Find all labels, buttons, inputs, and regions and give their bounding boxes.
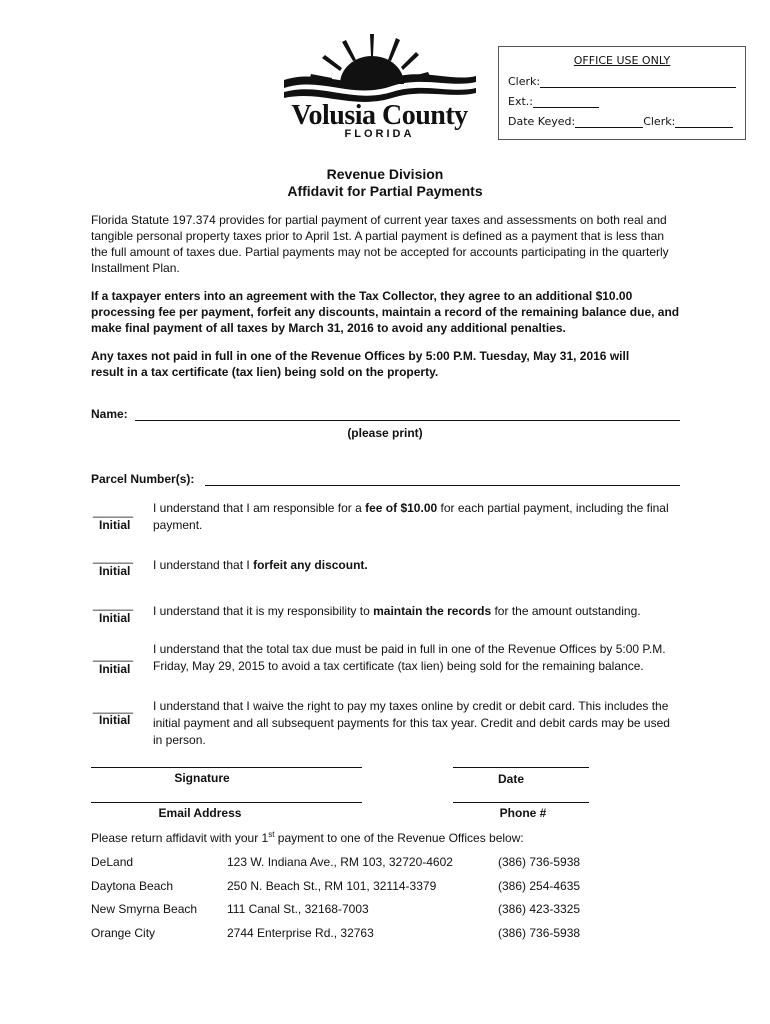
office-clerk2-line [675,116,733,128]
acknowledgement-text [153,603,673,620]
office-date-keyed-label: Date Keyed: [508,115,576,128]
name-label: Name: [91,407,128,421]
sun-logo-icon [282,30,477,105]
acknowledgement-text-part: for each partial payment, including the final payment. [153,501,669,532]
parcel-label: Parcel Number(s): [91,472,195,486]
intro-paragraph: Florida Statute 197.374 provides for partial payment of current year taxes and assessments on both real and tangible personal property taxes prior to April 1st. A partial payment is defined as a payment that is less than the full amount of taxes due. Partial payments may not be accepted for accounts participating in the quarterly Installment Plan. [91,213,669,275]
email-label: Email Address [158,806,242,820]
return-note-text: Please return affidavit with your 1 [91,831,269,845]
name-input-line[interactable] [135,420,680,421]
acknowledgement-text [153,641,673,675]
initial-blank-line[interactable]: ______ [93,597,134,611]
office-city: Orange City [91,926,156,940]
initial-blank-line[interactable]: ______ [93,648,134,662]
phone-line[interactable] [453,802,589,803]
office-city: DeLand [91,855,134,869]
office-address: 250 N. Beach St., RM 101, 32114-3379 [227,879,437,893]
office-address: 111 Canal St., 32168-7003 [227,902,369,916]
initial-label: Initial [99,518,131,532]
office-address: 123 W. Indiana Ave., RM 103, 32720-4602 [227,855,453,869]
office-phone: (386) 423-3325 [498,902,581,916]
office-ext-line [533,96,599,108]
office-city: Daytona Beach [91,879,174,893]
office-use-box [498,46,746,140]
office-clerk-label: Clerk: [508,75,541,88]
office-clerk-line [540,76,736,88]
agreement-paragraph: If a taxpayer enters into an agreement with the Tax Collector, they agree to an additional $10.00 processing fee per payment, forfeit any discounts, maintain a record of the remaining balance due, and make final payment of all taxes by March 31, 2016 to avoid any additional penalties. [91,289,680,335]
title-revenue-division: Revenue Division [326,166,444,182]
initial-label: Initial [99,611,131,625]
office-date-row [508,115,733,128]
warning-paragraph: Any taxes not paid in full in one of the Revenue Offices by 5:00 P.M. Tuesday, May 31, 2016 will result in a tax certificate (tax lien) being sold on the property. [91,349,630,379]
signature-label: Signature [174,771,230,785]
acknowledgement-text [153,698,673,749]
signature-line[interactable] [91,767,362,768]
acknowledgement-text [153,500,673,534]
phone-label: Phone # [499,806,547,820]
acknowledgement-text-part: I understand that I [153,558,254,572]
initial-label: Initial [99,713,131,727]
office-ext-row [508,95,599,108]
logo-state-name: FLORIDA [344,128,415,140]
initial-label: Initial [99,662,131,676]
return-note-text-end: payment to one of the Revenue Offices below: [274,831,524,845]
office-city: New Smyrna Beach [91,902,198,916]
acknowledgement-emphasis: maintain the records [373,604,492,618]
date-line[interactable] [453,767,589,768]
office-phone: (386) 254-4635 [498,879,581,893]
office-phone: (386) 736-5938 [498,926,581,940]
office-use-title: OFFICE USE ONLY [573,54,671,67]
acknowledgement-text-part: I understand that the total tax due must be paid in full in one of the Revenue Offices by 5:00 P.M. Friday, May 29, 2015 to avoid a tax certificate (tax lien) being sold for the remaining balance. [153,642,666,673]
date-label: Date [497,772,524,786]
initial-blank-line[interactable]: ______ [93,700,134,714]
name-hint: (please print) [347,426,423,440]
office-ext-label: Ext.: [508,95,533,108]
return-note-sup: st [268,830,275,839]
office-phone: (386) 736-5938 [498,855,581,869]
initial-label: Initial [99,564,131,578]
acknowledgement-text-part: for the amount outstanding. [491,604,641,618]
acknowledgement-emphasis: forfeit any discount. [253,558,368,572]
logo-county-name: Volusia County [291,100,468,131]
office-clerk-row [508,75,736,88]
office-address: 2744 Enterprise Rd., 32763 [227,926,374,940]
return-note [91,830,524,845]
initial-blank-line[interactable]: ______ [93,504,134,518]
office-clerk2-label: Clerk: [643,115,676,128]
email-line[interactable] [91,802,362,803]
acknowledgement-text-part: I understand that I waive the right to pay my taxes online by credit or debit card. This includes the initial payment and all subsequent payments for this tax year. Credit and debit cards may be used in person. [153,699,670,747]
office-date-line [575,116,643,128]
parcel-input-line[interactable] [205,485,680,486]
acknowledgement-text-part: I understand that it is my responsibility to [153,604,374,618]
acknowledgement-emphasis: fee of $10.00 [365,501,438,515]
acknowledgement-text-part: I understand that I am responsible for a [153,501,366,515]
initial-blank-line[interactable]: ______ [93,550,134,564]
acknowledgement-text [153,557,673,574]
title-affidavit: Affidavit for Partial Payments [287,183,483,199]
